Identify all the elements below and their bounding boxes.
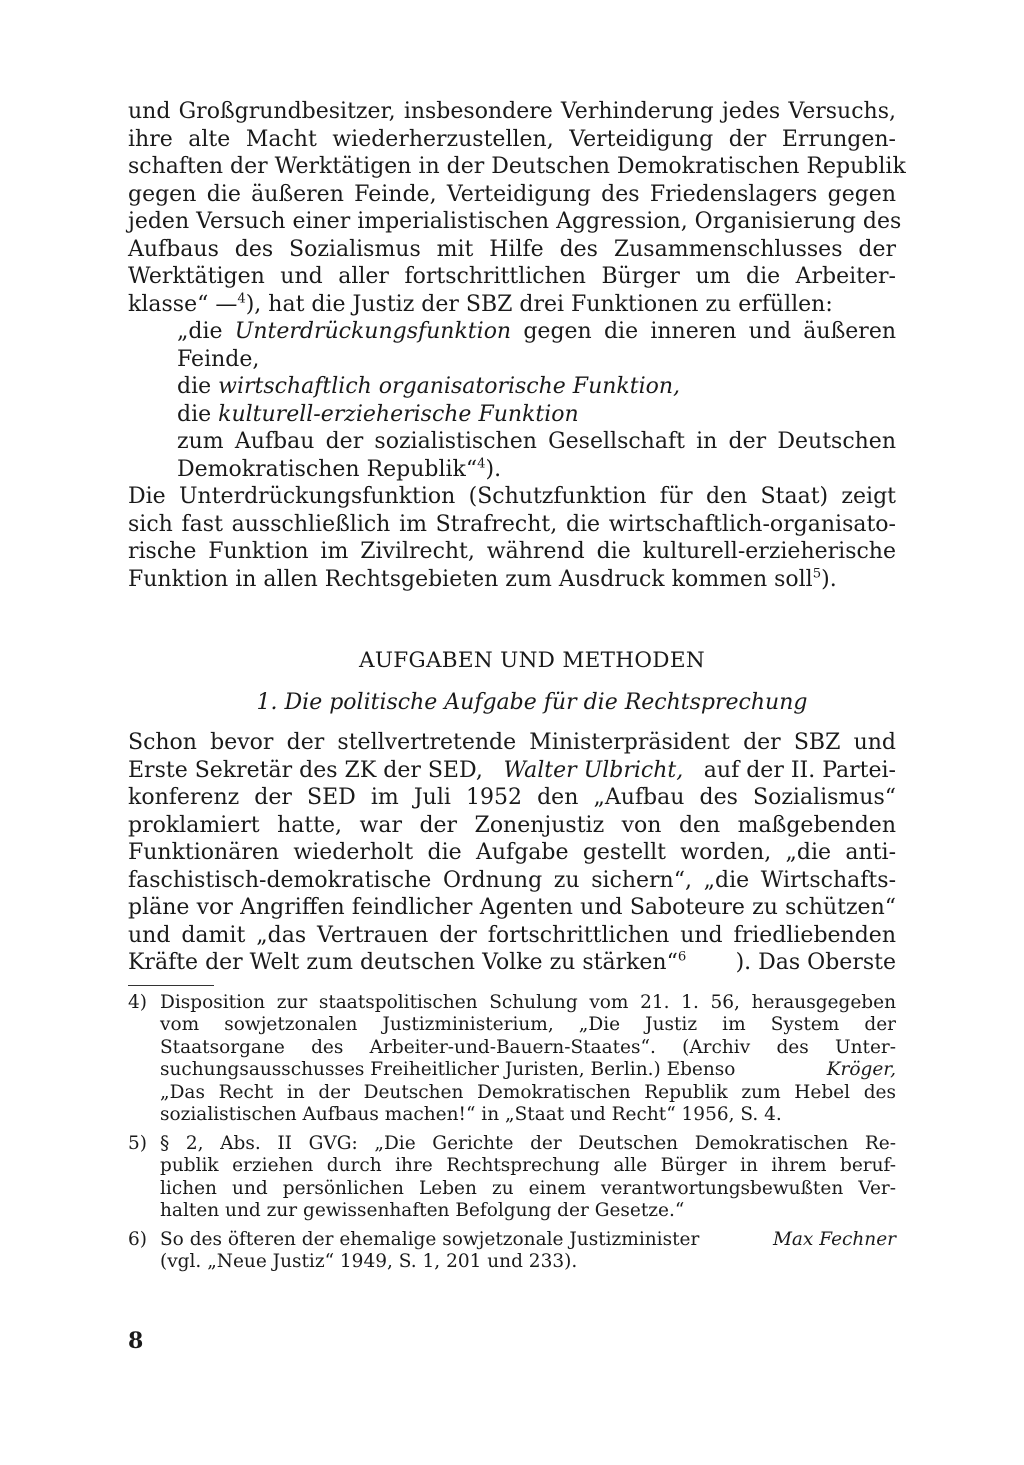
text-line: Erste Sekretär des ZK der SED, Walter Ulbricht, auf der II. Partei- [128, 757, 896, 783]
text-line: schaften der Werktätigen in der Deutschen Demokratischen Republik [128, 154, 906, 179]
quote-line: die wirtschaftlich organisatorische Funktion, [177, 374, 681, 399]
text-line: Funktionären wiederholt die Aufgabe gestellt worden, „die anti- [128, 840, 896, 865]
footnote-mark: 6) [128, 1228, 147, 1250]
footnote-5: 5) § 2, Abs. II GVG: „Die Gerichte der Deutschen Demokratischen Re- publik erziehen durch ihre Rechtsprechung alle Bürger in ihrem beruf- lichen und persönlichen Leben zu einem verantwortungsbewußten Ver- halten und zur gewissenhaften Befolgung der Gesetze.“ [128, 1132, 896, 1221]
page [128, 98, 906, 1354]
section-subheading: 1. Die politische Aufgabe für die Rechtsprechung [256, 690, 808, 715]
text-line: Aufbaus des Sozialismus mit Hilfe des Zusammenschlusses der [128, 236, 896, 262]
text-line: Schon bevor der stellvertretende Ministerpräsident der SBZ und [128, 730, 896, 755]
text-line: Funktion in allen Rechtsgebieten zum Ausdruck kommen soll$^5$). [128, 566, 837, 592]
text-line: sich fast ausschließlich im Strafrecht, die wirtschaftlich-organisato- [128, 511, 896, 537]
text-line: jeden Versuch einer imperialistischen Aggression, Organisierung des [128, 209, 902, 234]
text-line: Kräfte der Welt zum deutschen Volke zu stärken“$^6$ ). Das Oberste [128, 949, 896, 975]
text-line: faschistisch-demokratische Ordnung zu sichern“, „die Wirtschafts- [128, 867, 896, 893]
footnote-ref: 6 [677, 949, 687, 965]
text-line: rische Funktion im Zivilrecht, während die kulturell-erzieherische [128, 539, 896, 564]
page-number: 8 [128, 1327, 144, 1354]
text-line: pläne vor Angriffen feindlicher Agenten und Saboteure zu schützen“ [128, 895, 896, 920]
quote-line: Feinde, [177, 346, 260, 372]
text-line: konferenz der SED im Juli 1952 den „Aufbau des Sozialismus“ [128, 785, 896, 810]
footnote-mark: 4) [128, 991, 147, 1013]
paragraph-functions [128, 483, 896, 593]
intro-paragraph [128, 98, 906, 318]
footnote-ref: 4 [237, 291, 246, 307]
text-line: und damit „das Vertrauen der fortschrittlichen und friedliebenden [128, 922, 896, 948]
footnote-mark: 5) [128, 1132, 147, 1154]
text-line: gegen die äußeren Feinde, Verteidigung des Friedenslagers gegen [128, 181, 896, 207]
text-line: ihre alte Macht wiederherzustellen, Verteidigung der Errungen- [128, 126, 896, 152]
quote-line: die kulturell-erzieherische Funktion [177, 401, 579, 427]
section-heading: AUFGABEN UND METHODEN [359, 648, 705, 673]
quote-line: Demokratischen Republik“$^4$). [177, 456, 502, 482]
text-line: klasse“ —$^4$), hat die Justiz der SBZ drei Funktionen zu erfüllen: [128, 291, 833, 317]
footnote-6: 6) So des öfteren der ehemalige sowjetzonale Justizminister Max Fechner (vgl. „Neue Justiz“ 1949, S. 1, 201 und 233). [128, 1228, 896, 1272]
text-line: proklamiert hatte, war der Zonenjustiz von den maßgebenden [128, 812, 896, 838]
text-line: Die Unterdrückungsfunktion (Schutzfunktion für den Staat) zeigt [128, 484, 896, 509]
footnote-4: 4) Disposition zur staatspolitischen Schulung vom 21. 1. 56, herausgegeben vom sowjetzonalen Justizministerium, „Die Justiz im System der Staatsorgane des Arbeiter-und-Bauern-Staates“. (Archiv des Unter- suchungsausschusses Freiheitlicher Juristen, Berlin.) Ebenso Kröger, „Das Recht in der Deutschen Demokratischen Republik zum Hebel des sozialistischen Aufbaus machen!“ in „Staat und Recht“ 1956, S. 4. [128, 991, 896, 1125]
footnote-ref: 5 [812, 566, 822, 582]
quote-line: zum Aufbau der sozialistischen Gesellschaft in der Deutschen [177, 429, 896, 454]
paragraph-political-task [128, 729, 896, 977]
quote-block [128, 318, 896, 483]
text-line: und Großgrundbesitzer, insbesondere Verhinderung jedes Versuchs, [128, 99, 896, 124]
text-line: Werktätigen und aller fortschrittlichen Bürger um die Arbeiter- [128, 264, 896, 289]
quote-line: „die Unterdrückungsfunktion gegen die inneren und äußeren [177, 319, 897, 344]
footnote-ref: 4 [477, 456, 486, 472]
footnote-divider [128, 985, 214, 986]
